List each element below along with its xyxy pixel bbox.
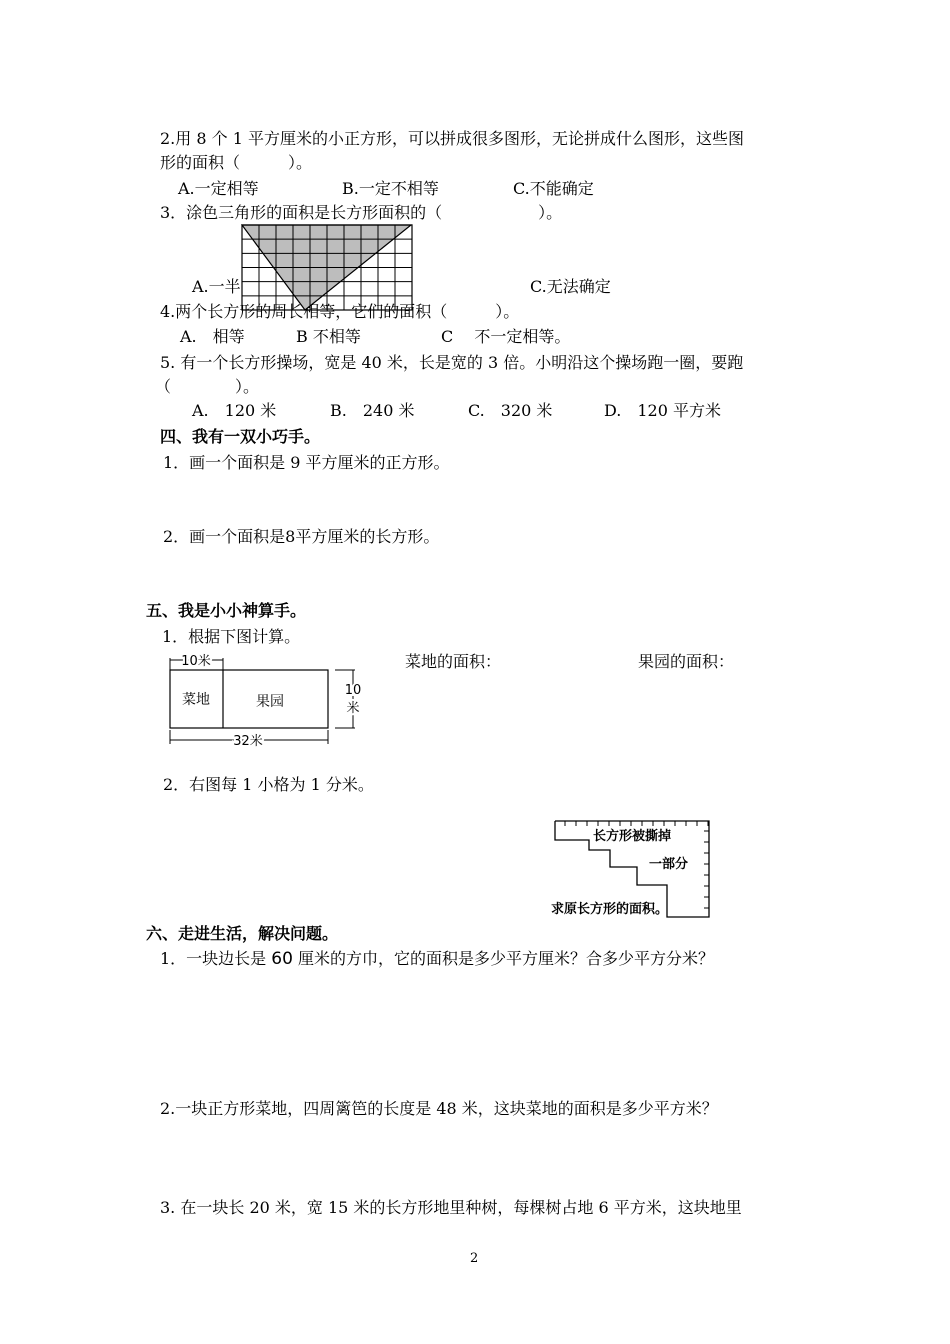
q3-option-a: A.一半 (192, 277, 241, 296)
triangle-grid-figure (241, 224, 413, 312)
section4-item1: 1．画一个面积是 9 平方厘米的正方形。 (163, 453, 450, 472)
q2-line1: 2.用 8 个 1 平方厘米的小正方形，可以拼成很多图形，无论拼成什么图形，这些图 (160, 129, 744, 148)
top-dimension-label: 10米 (181, 654, 211, 669)
q2-option-a: A.一定相等 (178, 179, 259, 198)
q5-line1: 5. 有一个长方形操场，宽是 40 米，长是宽的 3 倍。小明沿这个操场跑一圈，要跑 (160, 353, 744, 372)
q4-option-a: A. 相等 (180, 327, 245, 346)
section6-q3: 3. 在一块长 20 米，宽 15 米的长方形地里种树，每棵树占地 6 平方米，这块地里 (160, 1198, 742, 1217)
q4-stem: 4.两个长方形的周长相等，它们的面积（ ）。 (160, 302, 520, 321)
torn-rectangle-figure (545, 816, 720, 936)
section5-item2: 2．右图每 1 小格为 1 分米。 (163, 775, 374, 794)
q4-option-c: C 不一定相等。 (441, 327, 571, 346)
vegetable-field-label: 菜地 (182, 692, 210, 708)
q5-option-c: C. 320 米 (468, 401, 553, 420)
section6-title: 六、走进生活，解决问题。 (146, 924, 339, 943)
q2-option-b: B.一定不相等 (342, 179, 439, 198)
q3-stem: 3．涂色三角形的面积是长方形面积的（ ）。 (160, 203, 563, 222)
torn-note-line2: 一部分 (649, 857, 689, 872)
q5-option-d: D. 120 平方米 (604, 401, 721, 420)
section6-q1-post: 厘米的方巾，它的面积是多少平方厘米？合多少平方分米？ (292, 949, 715, 968)
field-orchard-figure (160, 648, 370, 748)
bottom-dimension-label: 32米 (233, 734, 263, 748)
q5-option-b: B. 240 米 (330, 401, 415, 420)
right-dimension-top: 10 (344, 683, 362, 698)
right-dimension-bottom: 米 (346, 701, 360, 716)
section4-item2: 2．画一个面积是8平方厘米的长方形。 (163, 527, 440, 546)
q3-option-c: C.无法确定 (530, 277, 611, 296)
section5-title: 五、我是小小神算手。 (146, 601, 307, 620)
orchard-area-label: 果园的面积： (638, 652, 735, 671)
q2-line2: 形的面积（ ）。 (160, 153, 313, 172)
section6-q2: 2.一块正方形菜地，四周篱笆的长度是 48 米，这块菜地的面积是多少平方米？ (160, 1099, 718, 1118)
section4-title: 四、我有一双小巧手。 (160, 427, 321, 446)
orchard-label: 果园 (256, 694, 284, 710)
section5-item1: 1．根据下图计算。 (162, 627, 301, 646)
q5-line2: （ ）。 (155, 377, 260, 396)
page-number: 2 (470, 1251, 479, 1266)
section6-q1-number: 60 (271, 949, 293, 969)
veg-area-label: 菜地的面积： (405, 652, 502, 671)
q5-option-a: A. 120 米 (192, 401, 277, 420)
q2-option-c: C.不能确定 (513, 179, 594, 198)
section6-q1-pre: 1．一块边长是 (160, 949, 272, 968)
torn-note-line3: 求原长方形的面积。 (551, 902, 669, 917)
torn-note-line1: 长方形被撕掉 (593, 829, 672, 844)
q4-option-b: B 不相等 (296, 327, 361, 346)
section6-q1 (160, 948, 714, 970)
